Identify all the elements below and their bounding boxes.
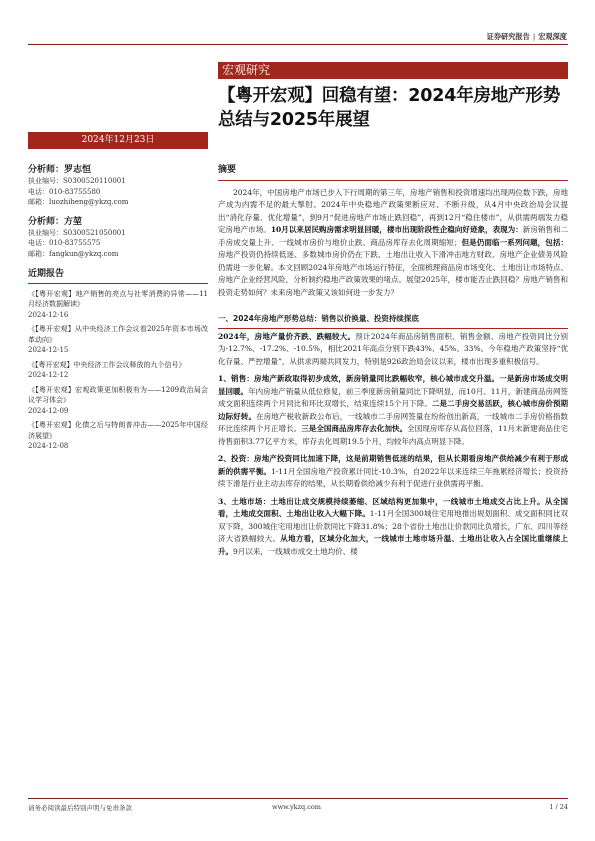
summary-heading: 摘要 — [218, 164, 568, 181]
recent-reports-title: 近期报告 — [28, 269, 208, 284]
main-content — [218, 164, 568, 563]
analyst-license: 执业编号：S0300521050001 — [28, 228, 126, 237]
website-link[interactable]: www.ykzq.com — [272, 803, 321, 811]
section-intro-text: 预计2024年商品房销售面积、销售金额、房地产投资同比分别为-12.7%、-17.2%、-10.5%，相比2021年高点分别下跌43%、45%、33%。今年稳地产政策坚持“优化存量、严控增量”，从供求两端共同发力，特别是926政治局会议以来，楼市出现多重积极信号。 — [218, 331, 568, 366]
point-subheading: 从地方看，区域分化加大，一线城市土地市场升温、土地出让收入占全国比重继续上升。 — [218, 534, 569, 556]
point-text: 年内房地产销量从低位修复，前三季度新房销量同比下降明显，而10月、11月，新建商品房网签成交面积连续两个月同比和环比双增长，结束连续15个月下降。 — [218, 386, 569, 408]
report-date: 2024年12月23日 — [28, 132, 208, 149]
recent-report-title[interactable]: 《【粤开宏观】从中央经济工作会议看2025年资本市场改革动向》 — [28, 325, 208, 344]
analyst-license: 执业编号：S0300520110001 — [28, 177, 126, 185]
summary-text: 2024年，中国房地产市场已步入下行周期的第三年，房地产销售和投资增速均出现两位数下跌，房地产成为内需不足的最大掣肘。2024年中央稳地产政策果断应对、不断升级，从4月中央政治局会议提出“消化存量、优化增量”，到9月“促进房地产市场止跌回稳”，再到12月“稳住楼市”，从供需两端发力稳定房地产市场。 — [218, 187, 568, 234]
recent-report-title[interactable]: 《【粤开宏观】地产销售的亮点与社零消费的异常——11月经济数据解读》 — [28, 289, 208, 308]
recent-report-item[interactable] — [28, 324, 208, 356]
recent-report-title[interactable]: 《【粤开宏观】化债之后与特朗普冲击——2025年中国经济展望》 — [28, 421, 208, 440]
recent-report-date: 2024-12-15 — [28, 346, 69, 354]
analyst-email[interactable]: 邮箱：fangkun@ykzq.com — [28, 249, 119, 258]
analyst-phone: 电话：010-83755575 — [28, 239, 101, 247]
recent-report-date: 2024-12-16 — [28, 310, 69, 319]
summary-highlight: 10月以来居民购房需求明显回暖，楼市出现阶段性企稳向好迹象，表现为： — [270, 225, 523, 234]
disclaimer-notice: 请务必阅读最后特别声明与免责条款 — [28, 804, 132, 812]
tag-separator: | — [532, 32, 536, 41]
sidebar — [28, 164, 208, 456]
point-heading: 1、销售：房地产新政取得初步成效，新房销量同比跌幅收窄，核心城市成交升温。一是新房市场成交明显回暖。 — [218, 374, 568, 396]
point-text: 9月以来，一线城市成交土地均价、楼 — [233, 546, 358, 556]
footer-divider — [28, 798, 568, 799]
section-heading: 一、2024年房地产形势总结：销售以价换量、投资持续探底 — [218, 313, 568, 329]
analyst-card — [28, 216, 208, 260]
recent-report-item[interactable] — [28, 385, 208, 417]
analyst-phone: 电话：010-83755580 — [28, 187, 101, 196]
section-intro — [218, 331, 568, 369]
recent-report-date: 2024-12-09 — [28, 406, 69, 415]
point-subheading: 二是二手房交易活跃，核心城市房价预期边际好转。 — [218, 399, 569, 421]
page-number: 1 / 24 — [549, 803, 568, 811]
point-text: 1-11月全国房地产投资累计同比-10.3%，自2022年以来连续三年拖累经济增长；投资持续下滑是行业主动去库存的结果，从长期看供给减少有利于促进行业供需再平衡。 — [218, 466, 569, 488]
point-text: 在房地产税收新政公布后，一线城市二手房网签量在纷纷创出新高，一线城市二手房价格指数环比连续两个月正增长。 — [218, 411, 569, 433]
point-subheading: 三是全国商品房库存去化加快。 — [301, 424, 408, 433]
point-text: 全国现房库存从高位回落，11月末新建商品住宅待售面积3.77亿平方米，库存去化周期19.5个月，均较年内高点明显下降。 — [218, 424, 569, 446]
report-type-tags — [487, 32, 567, 42]
analyst-name: 分析师：罗志恒 — [28, 165, 92, 175]
recent-report-item[interactable] — [28, 420, 208, 452]
recent-report-date: 2024-12-08 — [28, 442, 69, 450]
summary-paragraph — [218, 187, 568, 300]
report-type-label: 证券研究报告 — [486, 32, 530, 41]
recent-report-date: 2024-12-12 — [28, 371, 69, 379]
point-text: 1-11月全国300城住宅用地推出规划面积、成交面积同比双双下降，300城住宅用地出让价款同比下降31.8%；28个省份土地出让价款同比负增长，广东、四川等经济大省跌幅较大。 — [218, 509, 568, 543]
summary-highlight: 但是仍面临一系列问题，包括： — [461, 237, 569, 247]
analyst-email[interactable]: 邮箱：luozhiheng@ykzq.com — [28, 198, 129, 206]
section-intro-highlight: 2024年，房地产量价齐跌、跌幅较大。 — [218, 331, 356, 341]
summary-text: 新房销售和二手房成交量上升、一线城市房价与地价止跌、商品房库存去化周期缩短； — [218, 225, 569, 247]
section-tag: 宏观研究 — [218, 62, 568, 79]
point-investment — [218, 453, 568, 491]
analyst-card — [28, 164, 208, 208]
recent-report-title[interactable]: 《【粤开宏观】中央经济工作会议释放的九个信号》 — [28, 360, 186, 369]
point-heading: 2、投资：房地产投资同比加速下降，这是前期销售低迷的结果，但从长期看房地产供给减少有利于形成新的供需平衡。 — [218, 454, 568, 476]
recent-report-item[interactable] — [28, 360, 208, 381]
header-divider — [28, 44, 568, 45]
report-title: 【粤开宏观】回稳有望：2024年房地产形势总结与2025年展望 — [218, 86, 561, 130]
recent-report-title[interactable]: 《【粤开宏观】宏观政策更加积极有为——1209政治局会议学习体会》 — [28, 385, 208, 404]
point-heading: 3、土地市场：土地出让成交规模持续萎缩、区域结构更加集中，一线城市土地成交占比上升。从全国看，土地成交面积、土地出让收入大幅下降。 — [218, 496, 568, 518]
recent-report-item[interactable] — [28, 289, 208, 321]
point-land-market — [218, 496, 568, 559]
point-sales — [218, 373, 568, 448]
summary-text: 房地产投资仍持续低迷、多数城市房价仍在下跌、土地出让收入下滑冲击地方财政、房地产企业债务风险仍需进一步化解。本文回顾2024年房地产市场运行特征，全面梳理商品房市场变化、土地出让市场特点、房地产企业经营风险，分析制约稳地产政策效果的堵点。展望2025年，楼市能否止跌回稳？房地产销售和投资走势如何？未来房地产政策又该如何进一步发力？ — [218, 250, 568, 297]
report-category-label: 宏观深度 — [538, 32, 567, 41]
analyst-name: 分析师：方堃 — [28, 216, 83, 227]
